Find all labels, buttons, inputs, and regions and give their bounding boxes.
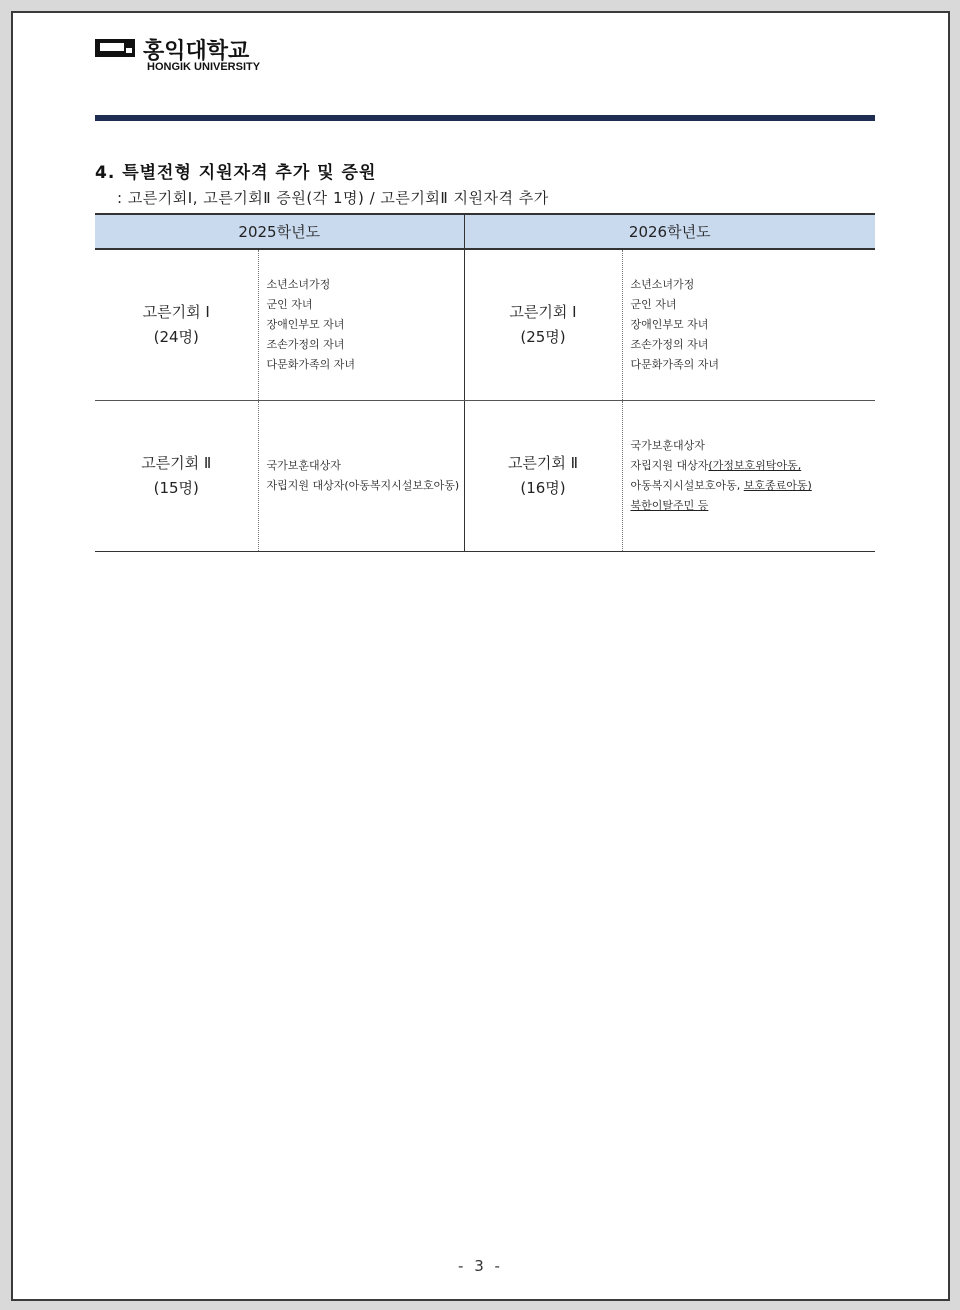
list-item: 자립지원 대상자(아동복지시설보호아동) — [266, 479, 460, 492]
logo-english-name: HONGIK UNIVERSITY — [147, 61, 261, 73]
eligibility-list-2026 — [622, 249, 875, 401]
added-text: (가정보호위탁아동, — [708, 459, 802, 472]
list-item: 장애인부모 자녀 — [630, 318, 709, 331]
list-item: 군인 자녀 — [630, 298, 677, 311]
type-cell-2025 — [95, 401, 258, 552]
list-item — [631, 496, 876, 516]
list-item: 소년소녀가정 — [266, 278, 331, 291]
list-item: 군인 자녀 — [266, 298, 313, 311]
header-2026: 2026학년도 — [464, 214, 875, 249]
comparison-table — [95, 213, 875, 552]
list-item: 국가보훈대상자 — [266, 459, 341, 472]
header-2025: 2025학년도 — [95, 214, 464, 249]
list-item: 다문화가족의 자녀 — [266, 358, 356, 371]
added-text: 북한이탈주민 등 — [630, 499, 709, 512]
eligibility-list-2025 — [258, 401, 464, 552]
section-subtitle: : 고른기회Ⅰ, 고른기회Ⅱ 증원(각 1명) / 고른기회Ⅱ 지원자격 추가 — [117, 189, 549, 207]
type-cell-2026 — [464, 249, 622, 401]
list-item: 국가보훈대상자 — [630, 439, 705, 452]
logo-emblem-icon — [95, 39, 135, 57]
table-header-row — [95, 214, 875, 249]
type-label: 고른기회 Ⅰ — [142, 303, 210, 321]
table-row — [95, 249, 875, 401]
eligibility-list-2025 — [258, 249, 464, 401]
list-item: 장애인부모 자녀 — [266, 318, 345, 331]
type-label: 고른기회 Ⅱ — [141, 454, 212, 472]
added-text: 보호종료아동) — [743, 479, 812, 492]
type-label: 고른기회 Ⅰ — [509, 303, 577, 321]
type-count: (16명) — [520, 479, 566, 497]
section-title: 4. 특별전형 지원자격 추가 및 증원 — [95, 163, 377, 183]
type-count: (25명) — [520, 328, 566, 346]
header-divider-bar — [95, 115, 875, 121]
page-number: - 3 - — [458, 1257, 503, 1275]
type-label: 고른기회 Ⅱ — [507, 454, 579, 472]
list-item: 조손가정의 자녀 — [630, 338, 709, 351]
eligibility-list-2026 — [622, 401, 875, 552]
list-item: 다문화가족의 자녀 — [630, 358, 720, 371]
list-item: 조손가정의 자녀 — [266, 338, 345, 351]
list-item — [631, 456, 876, 476]
list-item: 소년소녀가정 — [630, 278, 695, 291]
list-item — [631, 476, 876, 496]
table-row — [95, 401, 875, 552]
type-count: (15명) — [153, 479, 199, 497]
type-count: (24명) — [153, 328, 199, 346]
type-cell-2025 — [95, 249, 258, 401]
document-page — [11, 11, 950, 1301]
item-text: 아동복지시설보호아동, — [630, 479, 744, 492]
logo-korean-name: 홍익대학교 — [143, 39, 250, 64]
item-text: 자립지원 대상자 — [630, 459, 709, 472]
type-cell-2026 — [464, 401, 622, 552]
